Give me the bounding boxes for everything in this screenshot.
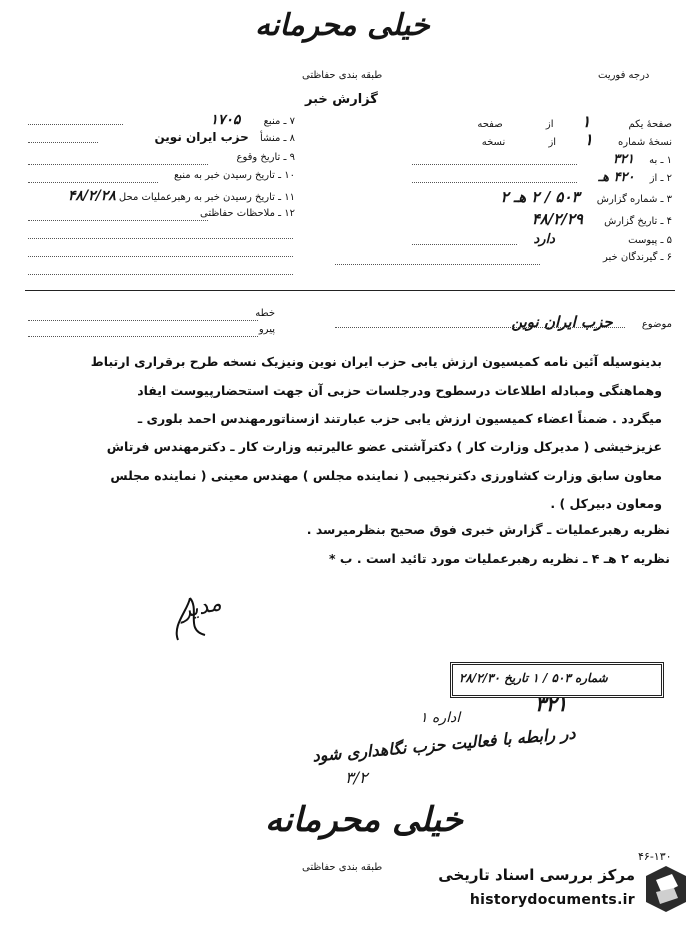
subject-follower	[259, 324, 275, 335]
body-line: معاون سابق وزارت کشاورزی دکترنجیبی ( نماینده مجلس ) مهندس معینی ( نماینده مجلس	[110, 468, 662, 483]
handwritten-note: در رابطه با فعالیت حزب نگاهداری شود	[311, 723, 577, 766]
dotted-line	[28, 256, 293, 257]
classification-bottom: خیلی محرمانه	[265, 800, 463, 840]
field-report-number: ۳ ـ شماره گزارش ۵۰۳ / ۲ هـ ۲	[500, 188, 672, 206]
field-label: تاریخ رسیدن خبر به منبع	[173, 170, 275, 181]
dotted-line	[28, 336, 258, 337]
watermark-name: مرکز بررسی اسناد تاریخی	[438, 866, 635, 884]
subject-value: حزب ایران نوین	[511, 313, 613, 331]
dotted-line	[28, 274, 293, 275]
field-label: تاریخ رسیدن خبر به رهبرعملیات محل	[118, 192, 275, 203]
archive-logo-icon	[642, 864, 690, 914]
dotted-line	[335, 327, 625, 328]
field-unit: نسخه	[481, 137, 506, 148]
page-title: گزارش خبر	[305, 92, 378, 107]
field-num: ۷	[289, 116, 295, 127]
body-line: بدینوسیله آئین نامه کمیسیون ارزش یابی حزب ایران نوین ونیزیک نسخه طرح برقراری ارتباط	[90, 354, 662, 369]
stamp-line: شماره ۵۰۳ / ۱ تاریخ ۲۸/۲/۳۰	[459, 671, 608, 685]
dotted-line	[28, 124, 123, 125]
field-label: شماره گزارش	[596, 194, 658, 205]
footer-classification-subtitle: طبقه بندی حفاظتی	[302, 862, 383, 873]
field-num: ۵	[666, 235, 672, 246]
field-security-notes: ۱۲ ـ ملاحظات حفاظتی	[200, 208, 295, 219]
stamp-number: ۳۲۱	[535, 692, 568, 716]
field-received-by-ops: ۱۱ ـ تاریخ رسیدن خبر به رهبرعملیات محل ۴۸/۲/۲۸	[67, 188, 295, 204]
classification-subtitle: طبقه بندی حفاظتی	[302, 70, 383, 81]
area-label: خطه	[255, 308, 275, 319]
field-label: از	[649, 173, 658, 184]
field-unit: صفحه	[477, 119, 503, 130]
field-from: ۲ ـ از ۴۲۰ هـ	[598, 170, 672, 185]
field-value: دارد	[533, 232, 555, 247]
dotted-line	[28, 238, 293, 239]
field-label: تاریخ وقوع	[236, 152, 281, 163]
dotted-line	[412, 164, 577, 165]
field-value: ۳۲۱	[613, 152, 634, 167]
field-num: ۶	[666, 252, 672, 263]
field-value: ۴۸/۲/۲۸	[67, 188, 116, 204]
subject-row	[352, 313, 672, 331]
body-line: عزیزخیشی ( مدیرکل وزارت کار ) دکترآشتی عضو عالیرتبه وزارت کار ـ دکترمهندس فرتاش	[106, 439, 662, 454]
field-value: ۵۰۳ / ۲ هـ ۲	[500, 188, 580, 206]
field-of: از	[545, 119, 554, 130]
body-line: وهماهنگی ومبادله اطلاعات درسطوح ودرجلسات حزبی آن جهت استحضارپیوست ایفاد	[137, 383, 662, 398]
dotted-line	[28, 142, 98, 143]
field-attachment: ۵ ـ پیوست دارد	[533, 232, 672, 247]
operations-opinion: نظریه رهبرعملیات ـ گزارش خبری فوق صحیح بنظرمیرسد .	[306, 522, 670, 537]
dotted-line	[28, 182, 158, 183]
body-line: ومعاون دبیرکل ) .	[550, 496, 662, 511]
field-label: به	[649, 155, 658, 166]
field-copy	[432, 130, 672, 149]
field-num: ۳	[666, 194, 672, 205]
field-value: حزب ایران نوین	[154, 130, 249, 144]
field-value: ۴۲۰ هـ	[598, 170, 635, 185]
field-label: صفحهٔ یکم	[628, 119, 672, 130]
field-num: ۱۲	[284, 208, 295, 219]
dotted-line	[412, 244, 517, 245]
field-received-by-source: ۱۰ ـ تاریخ رسیدن خبر به منبع	[173, 170, 295, 181]
field-num: ۱۰	[284, 170, 295, 181]
watermark-url: historydocuments.ir	[469, 892, 635, 908]
field-page	[432, 112, 672, 131]
field-value: ۱	[581, 112, 591, 131]
field-num: ۹	[289, 152, 295, 163]
field-label: منشأ	[259, 133, 281, 144]
classification-top: خیلی محرمانه	[255, 8, 430, 43]
field-label: ملاحظات حفاظتی	[200, 208, 275, 219]
field-report-date: ۴ ـ تاریخ گزارش ۴۸/۲/۲۹	[531, 210, 672, 228]
field-source: ۷ ـ منبع ۱۷۰۵	[210, 112, 295, 128]
dotted-line	[28, 320, 258, 321]
urgency-label: درجه فوریت	[598, 70, 650, 81]
section-divider	[25, 290, 675, 291]
signature-stroke	[170, 590, 230, 650]
section-opinion: نظریه ۲ هـ ۴ ـ نظریه رهبرعملیات مورد تائید است . ب *	[329, 551, 670, 566]
signature: مدیر	[177, 590, 224, 625]
follower-label: پیرو	[258, 324, 275, 335]
dotted-line	[28, 220, 208, 221]
field-num: ۱	[666, 155, 672, 166]
note-date: ۳/۲	[345, 768, 368, 787]
field-num: ۱۱	[284, 192, 295, 203]
field-recipients: ۶ ـ گیرندگان خبر	[602, 252, 672, 263]
subject-area	[255, 308, 275, 319]
field-value: ۴۸/۲/۲۹	[531, 210, 583, 228]
dotted-line	[335, 264, 540, 265]
dotted-line	[412, 182, 577, 183]
field-num: ۴	[666, 216, 672, 227]
field-label: نسخهٔ شماره	[618, 137, 672, 148]
field-of: از	[548, 137, 557, 148]
field-occurrence-date: ۹ ـ تاریخ وقوع	[236, 152, 295, 163]
subject-label: موضوع	[641, 319, 672, 330]
form-code: ۴۶-۱۳۰	[638, 850, 672, 863]
watermark	[420, 860, 692, 920]
note-number: اداره ۱	[420, 710, 461, 726]
field-label: پیوست	[628, 235, 658, 246]
field-value: ۱۷۰۵	[210, 112, 241, 128]
field-label: منبع	[263, 116, 281, 127]
field-origin: ۸ ـ منشأ حزب ایران نوین	[154, 130, 295, 144]
body-line: میگردد . ضمناً اعضاء کمیسیون ارزش یابی حزب عبارتند ازسناتورمهندس احمد بلوری ـ	[137, 411, 662, 426]
field-value: ۱	[584, 130, 593, 149]
field-label: گیرندگان خبر	[602, 252, 658, 263]
field-to: ۱ ـ به ۳۲۱	[613, 152, 672, 167]
field-num: ۲	[666, 173, 672, 184]
field-num: ۸	[289, 133, 295, 144]
field-label: تاریخ گزارش	[604, 216, 658, 227]
dotted-line	[28, 164, 208, 165]
